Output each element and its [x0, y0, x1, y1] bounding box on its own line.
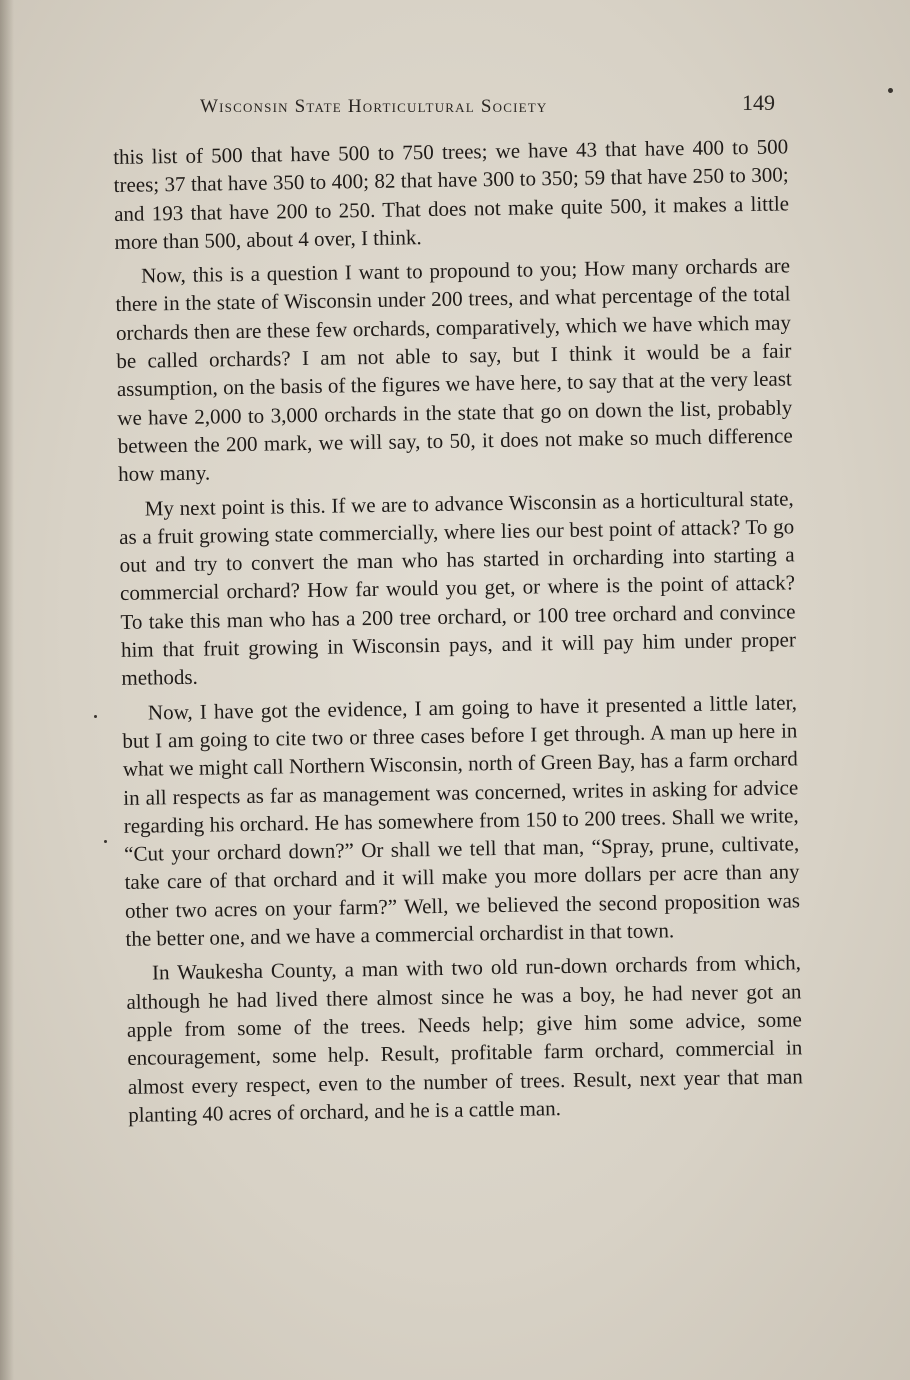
ink-speck — [888, 88, 893, 93]
page-number: 149 — [742, 90, 775, 115]
paragraph: this list of 500 that have 500 to 750 trees; we have 43 that have 400 to 500 trees; 37 that have 350 to 400; 82 that have 300 to 350; 59 that have 250 to 300; and 193 that have 200 to 250. That does not make quite 500, it makes a little more than 500, about 4 over, I think. — [113, 134, 790, 254]
ink-speck — [104, 840, 107, 843]
paragraph: Now, this is a question I want to propound to you; How many orchards are there in the state of Wisconsin under 200 trees, and what percentage of the total orchards then are these few orchards, comparatively, which we have which may be called orchards? I am not able to say, but I think it would be a fair assumption, on the basis of the figures we have here, to say that at the very least we have 2,000 to 3,000 orchards in the state that go on down the list, probably between the 200 mark, we will say, to 50, it does not make so much difference how many. — [115, 253, 793, 487]
paragraph: Now, I have got the evidence, I am going to have it presented a little later, but I am going to cite two or three cases before I get through. A man up here in what we might call Northern Wisconsin, north of Green Bay, has a farm orchard in all respects as far as management was concerned, writes in asking for advice regarding his orchard. He has somewhere from 150 to 200 trees. Shall we write, “Cut your orchard down?” Or shall we tell that man, “Spray, prune, cultivate, take care of that orchard and it will make you more dollars per acre than any other two acres on your farm?” Well, we believed the second proposition was the better one, and we have a commercial orchardist in that town. — [122, 689, 801, 951]
paragraph: My next point is this. If we are to advance Wisconsin as a horticultural state, as a fruit growing state commercially, where lies our best point of attack? To go out and try to convert the man who has started in orcharding into starting a commercial orchard? How far would you get, or where is the point of attack? To take this man who has a 200 tree orchard, or 100 tree orchard and convince him that fruit growing in Wisconsin pays, and it will pay him under proper methods. — [118, 485, 797, 691]
ink-speck — [94, 715, 97, 718]
page-header — [200, 88, 775, 128]
paragraph: In Waukesha County, a man with two old run-down orchards from which, although he had lived there almost since he was a boy, he had never got an apple from some of the trees. Needs help; give him some advice, some encouragement, some help. Result, profitable farm orchard, commercial in almost every respect, even to the number of trees. Result, next year that man planting 40 acres of orchard, and he is a cattle man. — [126, 950, 803, 1127]
running-title: Wisconsin State Horticultural Society — [200, 96, 548, 117]
binding-shadow — [0, 0, 14, 1380]
body-text — [113, 132, 803, 1135]
